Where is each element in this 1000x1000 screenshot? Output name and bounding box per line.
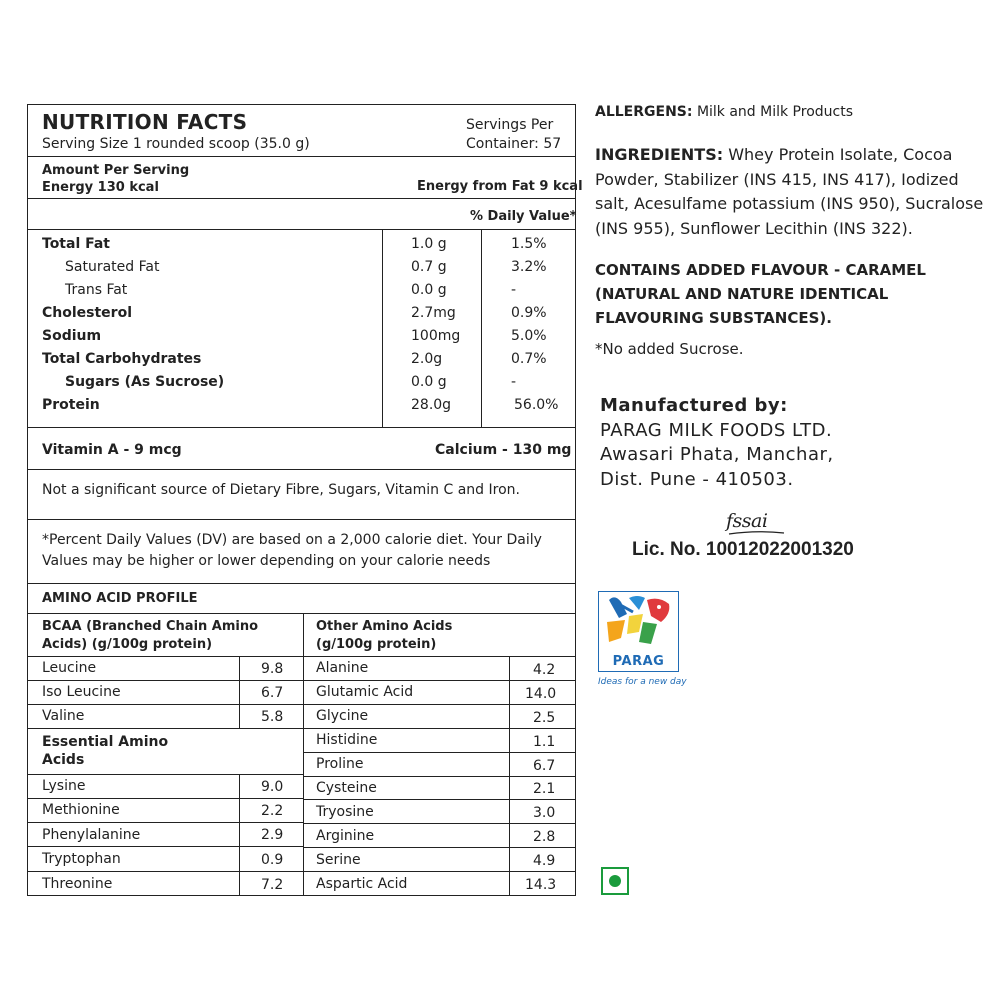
allergens xyxy=(595,103,853,121)
amino-name: Threonine xyxy=(42,876,113,892)
amino-name: Lysine xyxy=(42,778,86,794)
amount-per-serving: Amount Per Serving xyxy=(42,163,190,178)
daily-value-note-line1: *Percent Daily Values (DV) are based on a 2,000 calorie diet. Your Daily xyxy=(42,532,542,548)
address-line1: Awasari Phata, Manchar, xyxy=(600,444,834,465)
parag-logo-icon xyxy=(599,592,678,652)
nutrient-dv: - xyxy=(511,374,517,390)
amino-name: Valine xyxy=(42,708,85,724)
divider xyxy=(28,469,575,470)
servings-per-line2: Container: 57 xyxy=(466,136,562,152)
row-line xyxy=(303,704,575,705)
ingredients-label: INGREDIENTS: xyxy=(595,145,724,164)
nutrient-amount: 0.0 g xyxy=(411,282,447,298)
amino-value: 2.5 xyxy=(533,710,556,726)
bcaa-header-line1: BCAA (Branched Chain Amino xyxy=(42,619,259,634)
nutrient-name: Sodium xyxy=(42,328,102,344)
amino-name: Tryptophan xyxy=(42,851,121,867)
row-line xyxy=(28,728,303,729)
divider xyxy=(28,613,575,614)
other-header-line2: (g/100g protein) xyxy=(316,637,437,652)
essential-header-line2: Acids xyxy=(42,752,85,768)
amino-value: 14.3 xyxy=(525,877,557,893)
nutrient-dv: 0.9% xyxy=(511,305,547,321)
amino-value: 4.9 xyxy=(533,853,556,869)
amino-name: Glutamic Acid xyxy=(316,684,414,700)
divider xyxy=(28,156,575,157)
nutrient-dv: - xyxy=(511,282,517,298)
servings-per-line1: Servings Per xyxy=(466,117,554,133)
amino-name: Cysteine xyxy=(316,780,377,796)
amino-value: 9.0 xyxy=(261,779,284,795)
veg-dot-icon xyxy=(609,875,621,887)
amino-value: 2.8 xyxy=(533,829,556,845)
manufactured-by-label: Manufactured by: xyxy=(600,395,788,416)
column-divider xyxy=(239,774,240,895)
row-line xyxy=(28,680,303,681)
fssai-logo-text: fssai xyxy=(726,510,768,532)
amino-name: Arginine xyxy=(316,828,375,844)
other-header-line1: Other Amino Acids xyxy=(316,619,453,634)
amino-value: 2.9 xyxy=(261,827,284,843)
amino-name: Leucine xyxy=(42,660,97,676)
nutrient-amount: 2.7mg xyxy=(411,305,456,321)
column-divider xyxy=(382,229,383,427)
allergens-label: ALLERGENS: xyxy=(595,104,693,120)
nutrient-dv: 56.0% xyxy=(514,397,559,413)
nutrient-amount: 2.0g xyxy=(411,351,443,367)
fssai-logo xyxy=(726,510,790,536)
nutrient-amount: 28.0g xyxy=(411,397,452,413)
nutrient-dv: 3.2% xyxy=(511,259,547,275)
nutrient-amount: 0.7 g xyxy=(411,259,447,275)
row-line xyxy=(28,798,303,799)
company-name: PARAG MILK FOODS LTD. xyxy=(600,419,833,441)
not-significant-note: Not a significant source of Dietary Fibre, Sugars, Vitamin C and Iron. xyxy=(42,482,520,498)
divider xyxy=(28,519,575,520)
amino-name: Tryosine xyxy=(316,804,374,820)
amino-value: 1.1 xyxy=(533,734,556,750)
allergens-text: Milk and Milk Products xyxy=(696,104,854,120)
column-divider xyxy=(239,656,240,728)
divider xyxy=(28,656,575,657)
parag-logo xyxy=(598,591,679,672)
row-line xyxy=(303,847,575,848)
ingredients xyxy=(595,143,995,241)
divider xyxy=(28,427,575,428)
ingredients-line1: Whey Protein Isolate, Cocoa xyxy=(728,145,953,164)
amino-value: 3.0 xyxy=(533,805,556,821)
fssai-underline-icon xyxy=(726,530,790,538)
manufacturer xyxy=(600,394,834,492)
flavour-statement xyxy=(595,258,926,330)
amino-title: AMINO ACID PROFILE xyxy=(42,591,198,606)
vitamin-a: Vitamin A - 9 mcg xyxy=(42,442,182,458)
divider xyxy=(28,583,575,584)
amino-name: Aspartic Acid xyxy=(316,876,408,892)
nutrient-amount: 1.0 g xyxy=(411,236,447,252)
daily-value-note-line2: Values may be higher or lower depending on your calorie needs xyxy=(42,553,491,569)
amino-name: Histidine xyxy=(316,732,378,748)
amino-value: 9.8 xyxy=(261,661,284,677)
nutrient-name: Protein xyxy=(42,397,100,413)
amino-name: Alanine xyxy=(316,660,369,676)
amino-name: Phenylalanine xyxy=(42,827,141,843)
energy-from-fat: Energy from Fat 9 kcal xyxy=(417,179,583,194)
amino-value: 2.2 xyxy=(261,803,284,819)
nutrient-amount: 100mg xyxy=(411,328,461,344)
row-line xyxy=(303,752,575,753)
parag-tagline: Ideas for a new day xyxy=(598,677,687,687)
row-line xyxy=(303,799,575,800)
amino-name: Proline xyxy=(316,756,364,772)
no-sucrose-note: *No added Sucrose. xyxy=(595,340,744,358)
veg-mark-icon xyxy=(601,867,629,895)
amino-name: Glycine xyxy=(316,708,369,724)
nutrient-name: Trans Fat xyxy=(65,282,128,298)
amino-value: 7.2 xyxy=(261,877,284,893)
ingredients-line4: (INS 955), Sunflower Lecithin (INS 322). xyxy=(595,218,913,238)
nutrient-name: Total Fat xyxy=(42,236,111,252)
nutrition-title: NUTRITION FACTS xyxy=(42,110,248,134)
ingredients-line3: salt, Acesulfame potassium (INS 950), Sucralose xyxy=(595,194,984,213)
calcium: Calcium - 130 mg xyxy=(435,442,572,458)
flavour-line2: (NATURAL AND NATURE IDENTICAL xyxy=(595,285,889,303)
amino-value: 5.8 xyxy=(261,709,284,725)
row-line xyxy=(28,846,303,847)
flavour-line1: CONTAINS ADDED FLAVOUR - CARAMEL xyxy=(595,261,926,279)
amino-name: Serine xyxy=(316,852,361,868)
row-line xyxy=(28,774,303,775)
amino-value: 2.1 xyxy=(533,781,556,797)
nutrient-name: Cholesterol xyxy=(42,305,132,321)
row-line xyxy=(303,728,575,729)
row-line xyxy=(303,776,575,777)
essential-header-line1: Essential Amino xyxy=(42,734,169,750)
nutrient-amount: 0.0 g xyxy=(411,374,447,390)
row-line xyxy=(303,823,575,824)
ingredients-line2: Powder, Stabilizer (INS 415, INS 417), Iodized xyxy=(595,169,959,189)
column-divider xyxy=(481,229,482,427)
nutrient-dv: 1.5% xyxy=(511,236,547,252)
flavour-line3: FLAVOURING SUBSTANCES). xyxy=(595,309,832,327)
serving-size: Serving Size 1 rounded scoop (35.0 g) xyxy=(42,136,310,152)
amino-name: Iso Leucine xyxy=(42,684,121,700)
nutrient-dv: 5.0% xyxy=(511,328,547,344)
divider xyxy=(28,198,575,199)
energy: Energy 130 kcal xyxy=(42,180,159,195)
amino-value: 14.0 xyxy=(525,686,557,702)
nutrient-name: Sugars (As Sucrose) xyxy=(65,374,225,390)
divider xyxy=(28,229,575,230)
row-line xyxy=(28,822,303,823)
nutrient-name: Saturated Fat xyxy=(65,259,160,275)
row-line xyxy=(303,680,575,681)
amino-name: Methionine xyxy=(42,802,120,818)
amino-value: 6.7 xyxy=(261,685,284,701)
address-line2: Dist. Pune - 410503. xyxy=(600,468,794,490)
license-number: Lic. No. 10012022001320 xyxy=(632,539,854,560)
nutrient-dv: 0.7% xyxy=(511,351,547,367)
parag-logo-text: PARAG xyxy=(612,654,665,669)
row-line xyxy=(28,871,303,872)
row-line xyxy=(303,871,575,872)
amino-value: 4.2 xyxy=(533,662,556,678)
amino-value: 0.9 xyxy=(261,852,284,868)
bcaa-header-line2: Acids) (g/100g protein) xyxy=(42,637,213,652)
row-line xyxy=(28,704,303,705)
daily-value-header: % Daily Value* xyxy=(470,209,577,224)
nutrient-name: Total Carbohydrates xyxy=(42,351,202,367)
amino-value: 6.7 xyxy=(533,758,556,774)
